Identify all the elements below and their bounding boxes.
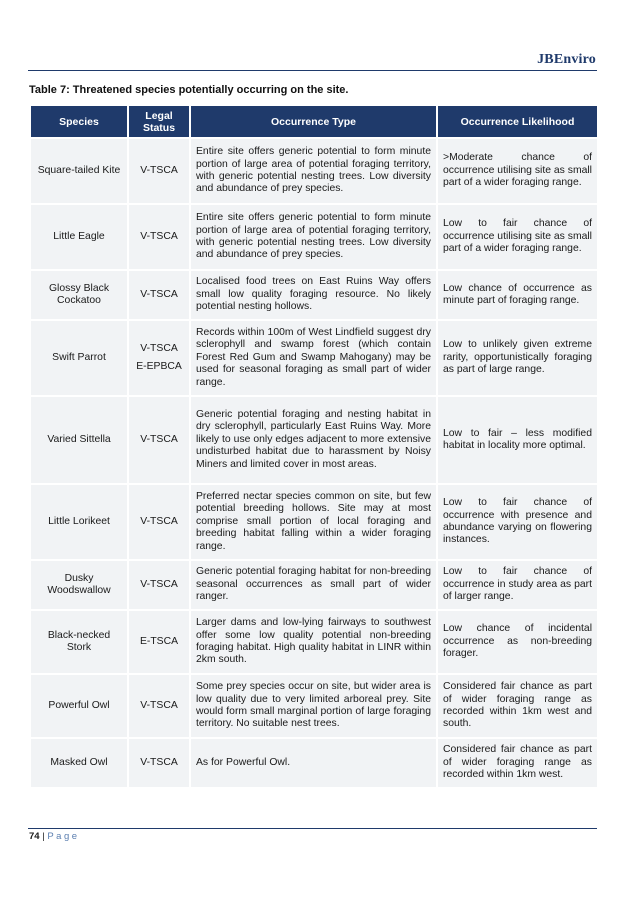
occurrence-type-cell: Localised food trees on East Ruins Way offers small low quality foraging resource. No likely potential nesting hollows.	[191, 271, 436, 319]
table-row	[31, 561, 597, 609]
table-caption: Table 7: Threatened species potentially occurring on the site.	[29, 84, 349, 96]
occurrence-likelihood-cell: Low to fair – less modified habitat in locality more optimal.	[438, 397, 597, 483]
occurrence-type-cell: Larger dams and low-lying fairways to southwest offer some low quality potential non-breeding foraging habitat. High quality habitat in LINR within 2km south.	[191, 611, 436, 673]
occurrence-likelihood-cell: Low to fair chance of occurrence in study area as part of larger range.	[438, 561, 597, 609]
legal-status-value: E-EPBCA	[136, 361, 182, 372]
occurrence-likelihood-cell: >Moderate chance of occurrence utilising site as small part of a wider foraging range.	[438, 139, 597, 203]
column-header-occurrence-likelihood: Occurrence Likelihood	[438, 106, 597, 137]
legal-status-value: V-TSCA	[140, 343, 178, 354]
header-divider	[28, 70, 597, 71]
table-row	[31, 271, 597, 319]
occurrence-likelihood-cell: Considered fair chance as part of wider foraging range as recorded within 1km west.	[438, 739, 597, 787]
occurrence-likelihood-cell: Considered fair chance as part of wider foraging range as recorded within 1km west and south.	[438, 675, 597, 737]
page-number: 74	[29, 831, 40, 842]
legal-status-cell	[129, 397, 189, 483]
occurrence-likelihood-cell: Low chance of occurrence as minute part of foraging range.	[438, 271, 597, 319]
table-row	[31, 611, 597, 673]
brand-logo: JBEnviro	[537, 52, 596, 67]
threatened-species-table	[29, 104, 599, 789]
legal-status-cell	[129, 321, 189, 395]
occurrence-type-cell: As for Powerful Owl.	[191, 739, 436, 787]
legal-status-value: E-TSCA	[139, 636, 179, 647]
legal-status-value: V-TSCA	[140, 231, 178, 242]
legal-status-value: V-TSCA	[140, 579, 178, 590]
species-cell: Varied Sittella	[31, 397, 127, 483]
legal-status-cell	[129, 205, 189, 269]
table-header-row	[31, 106, 597, 137]
species-cell: Powerful Owl	[31, 675, 127, 737]
legal-status-cell	[129, 139, 189, 203]
occurrence-likelihood-cell: Low chance of incidental occurrence as non-breeding forager.	[438, 611, 597, 673]
table-row	[31, 675, 597, 737]
column-header-occurrence-type: Occurrence Type	[191, 106, 436, 137]
occurrence-type-cell: Some prey species occur on site, but wider area is low quality due to very limited arboreal prey. Site would form small marginal portion of large foraging territory. No suitable nest trees.	[191, 675, 436, 737]
species-cell: Black-necked Stork	[31, 611, 127, 673]
table-row	[31, 139, 597, 203]
species-cell: Glossy Black Cockatoo	[31, 271, 127, 319]
species-cell: Square-tailed Kite	[31, 139, 127, 203]
legal-status-value: V-TSCA	[140, 165, 178, 176]
column-header-species: Species	[31, 106, 127, 137]
page-separator: |	[39, 831, 48, 842]
table-row	[31, 397, 597, 483]
legal-status-cell	[129, 561, 189, 609]
table-row	[31, 321, 597, 395]
occurrence-type-cell: Preferred nectar species common on site, but few potential breeding hollows. Site may at most comprise small portion of local foraging and breeding habitat falling within a wider foraging range.	[191, 485, 436, 559]
legal-status-value: V-TSCA	[140, 516, 178, 527]
occurrence-likelihood-cell: Low to fair chance of occurrence with presence and abundance varying on flowering instances.	[438, 485, 597, 559]
legal-status-value: V-TSCA	[140, 757, 178, 768]
legal-status-cell	[129, 675, 189, 737]
occurrence-likelihood-cell: Low to unlikely given extreme rarity, opportunistically foraging as part of large range.	[438, 321, 597, 395]
species-cell: Swift Parrot	[31, 321, 127, 395]
species-cell: Little Eagle	[31, 205, 127, 269]
legal-status-value: V-TSCA	[140, 700, 178, 711]
occurrence-type-cell: Entire site offers generic potential to form minute portion of large area of potential foraging territory, with generic potential nesting trees. Low diversity and abundance of prey species.	[191, 139, 436, 203]
species-cell: Dusky Woodswallow	[31, 561, 127, 609]
occurrence-type-cell: Generic potential foraging and nesting habitat in dry sclerophyll, particularly East Ruins Way. More likely to use only edges adjacent to more extensive undisturbed habitat due to harassment by Noisy Miners and limited cover in most areas.	[191, 397, 436, 483]
occurrence-likelihood-cell: Low to fair chance of occurrence utilising site as small part of a wider foraging range.	[438, 205, 597, 269]
species-cell: Masked Owl	[31, 739, 127, 787]
page-label: Page	[47, 831, 80, 842]
page-footer	[29, 831, 80, 842]
occurrence-type-cell: Entire site offers generic potential to form minute portion of large area of potential foraging territory, with generic potential nesting trees. Low diversity and abundance of prey species.	[191, 205, 436, 269]
occurrence-type-cell: Records within 100m of West Lindfield suggest dry sclerophyll and swamp forest (which contain Forest Red Gum and Swamp Mahogany) may be used for seasonal foraging as small part of wider range.	[191, 321, 436, 395]
legal-status-value: V-TSCA	[140, 434, 178, 445]
legal-status-cell	[129, 739, 189, 787]
legal-status-cell	[129, 485, 189, 559]
species-cell: Little Lorikeet	[31, 485, 127, 559]
table-row	[31, 485, 597, 559]
legal-status-value: V-TSCA	[140, 289, 178, 300]
legal-status-cell	[129, 611, 189, 673]
table-row	[31, 739, 597, 787]
column-header-legal-status: Legal Status	[129, 106, 189, 137]
legal-status-cell	[129, 271, 189, 319]
table-row	[31, 205, 597, 269]
footer-divider	[28, 828, 597, 829]
occurrence-type-cell: Generic potential foraging habitat for non-breeding seasonal occurrences as small part of wider ranger.	[191, 561, 436, 609]
